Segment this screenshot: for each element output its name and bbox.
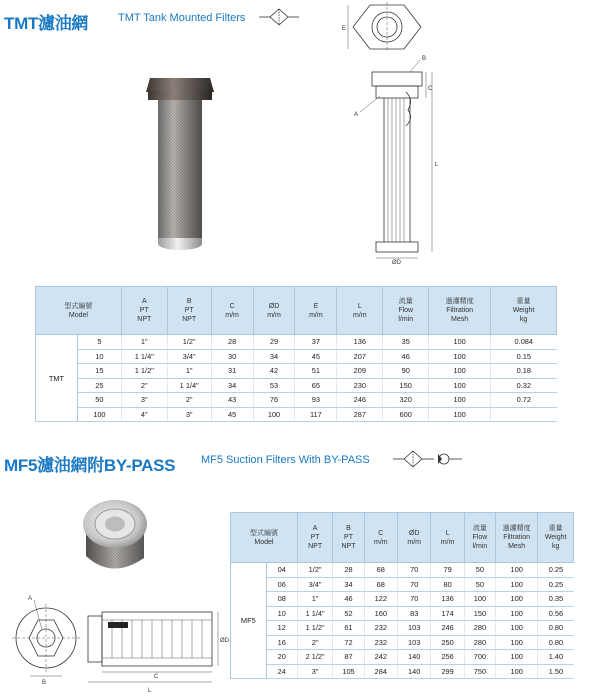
tmt-cell: 1" [167,364,211,379]
mf5-dim-l-label: L [148,688,152,694]
mf5-cell: 250 [431,635,464,650]
mf5-cell: 1 1/4" [297,606,333,621]
tmt-col-e: E m/m [295,287,337,335]
mf5-dim-a-label: A [28,596,33,602]
tmt-cell: 5 [77,335,121,350]
mf5-cell: 3/4" [297,577,333,592]
mf5-cell: 256 [431,650,464,665]
mf5-cell: 0.80 [538,621,574,636]
mf5-table-row [231,664,574,679]
mf5-col-mesh: 過濾精度 Filtration Mesh [495,513,537,563]
tmt-cell: 3/4" [167,349,211,364]
tmt-cell: 100 [77,407,121,422]
mf5-col-b: B PT NPT [333,513,364,563]
mf5-cell: 100 [495,563,537,578]
mf5-cell: 1 1/2" [297,621,333,636]
tmt-table-row [36,393,557,408]
mf5-cell: 72 [333,635,364,650]
tmt-cell: 287 [337,407,383,422]
tmt-cell [491,407,557,422]
tmt-cell: 207 [337,349,383,364]
mf5-cell: 24 [266,664,297,679]
mf5-cell: 1" [297,592,333,607]
mf5-cell: 100 [464,592,495,607]
tmt-dim-l-label: L [435,162,439,168]
mf5-cell: 280 [464,635,495,650]
tmt-cell: 100 [429,335,491,350]
tmt-cell: 0.084 [491,335,557,350]
mf5-cell: 100 [495,577,537,592]
mf5-cell: 61 [333,621,364,636]
tmt-cell: 25 [77,378,121,393]
mf5-cell: 246 [431,621,464,636]
tmt-cell: 246 [337,393,383,408]
mf5-cell: 299 [431,664,464,679]
mf5-cell: 52 [333,606,364,621]
tmt-spec-table [35,286,557,422]
mf5-dim-c-label: C [154,674,159,680]
mf5-dim-d-label: ØD [220,638,229,644]
tmt-dim-e-label: E [342,26,347,32]
tmt-cell: 2" [121,378,167,393]
tmt-col-a: A PT NPT [121,287,167,335]
tmt-cell: 100 [253,407,295,422]
tmt-dim-a-label: A [354,112,359,118]
mf5-cell: 122 [364,592,397,607]
tmt-cell: 90 [383,364,429,379]
mf5-cell: 140 [398,650,431,665]
tmt-cell: 31 [211,364,253,379]
tmt-cell: 0.72 [491,393,557,408]
tmt-cell: 600 [383,407,429,422]
mf5-cell: 100 [495,664,537,679]
mf5-cell: 83 [398,606,431,621]
mf5-cell: 20 [266,650,297,665]
tmt-filter-photo [140,72,220,262]
mf5-table-row [231,577,574,592]
tmt-table-row [36,349,557,364]
mf5-cell: 105 [333,664,364,679]
mf5-cell: 700 [464,650,495,665]
tmt-cell: 1/2" [167,335,211,350]
tmt-cell: 43 [211,393,253,408]
tmt-col-c: C m/m [211,287,253,335]
tmt-cell: 93 [295,393,337,408]
mf5-cell: 06 [266,577,297,592]
tmt-cell: 230 [337,378,383,393]
mf5-cell: 3" [297,664,333,679]
mf5-cell: 1/2" [297,563,333,578]
mf5-table-header [231,513,574,563]
tmt-cell: 37 [295,335,337,350]
mf5-cell: 100 [495,650,537,665]
tmt-col-d: ØD m/m [253,287,295,335]
mf5-cell: 2 1/2" [297,650,333,665]
tmt-cell: 42 [253,364,295,379]
mf5-cell: 16 [266,635,297,650]
tmt-cell: 2" [167,393,211,408]
mf5-table-row [231,621,574,636]
tmt-cell: 100 [429,364,491,379]
tmt-cell: 209 [337,364,383,379]
mf5-cell: 08 [266,592,297,607]
tmt-cell: 100 [429,349,491,364]
tmt-table-row [36,378,557,393]
tmt-cell: 0.18 [491,364,557,379]
tmt-col-flow: 流量 Flow l/min [383,287,429,335]
tmt-cell: 76 [253,393,295,408]
tmt-cell: 100 [429,378,491,393]
mf5-col-flow: 流量 Flow l/min [464,513,495,563]
tmt-cell: 10 [77,349,121,364]
mf5-cell: 136 [431,592,464,607]
mf5-cell: 750 [464,664,495,679]
tmt-cell: 3" [121,393,167,408]
tmt-cell: 1 1/4" [121,349,167,364]
mf5-cell: 68 [364,577,397,592]
mf5-cell: 232 [364,635,397,650]
tmt-dim-d-label: ØD [392,260,401,266]
mf5-cell: 160 [364,606,397,621]
tmt-col-l: L m/m [337,287,383,335]
mf5-col-model: 型式編號 Model [231,513,298,563]
tmt-title-en: TMT Tank Mounted Filters [118,12,246,24]
mf5-cell: 70 [398,577,431,592]
mf5-cell: 50 [464,563,495,578]
mf5-cell: 50 [464,577,495,592]
mf5-cell: 28 [333,563,364,578]
mf5-cell: 04 [266,563,297,578]
tmt-cell: 53 [253,378,295,393]
mf5-cell: 100 [495,621,537,636]
tmt-cell: 30 [211,349,253,364]
mf5-cell: 174 [431,606,464,621]
tmt-dim-c-label: C [428,86,433,92]
mf5-cell: 0.25 [538,577,574,592]
tmt-title-cn: TMT濾油網 [4,14,89,33]
tmt-table-header [36,287,557,335]
mf5-col-weight: 重量 Weight kg [538,513,574,563]
tmt-cell: 34 [211,378,253,393]
tmt-col-b: B PT NPT [167,287,211,335]
mf5-cell: 100 [495,606,537,621]
tmt-cell: 65 [295,378,337,393]
tmt-cell: 3" [167,407,211,422]
mf5-cell: 70 [398,563,431,578]
mf5-technical-drawing [8,590,228,696]
mf5-cell: 103 [398,621,431,636]
tmt-table-row [36,335,557,350]
tmt-cell: 136 [337,335,383,350]
tmt-cell: 45 [211,407,253,422]
mf5-cell: 280 [464,621,495,636]
tmt-cell: 1 1/4" [167,378,211,393]
tmt-cell: 320 [383,393,429,408]
tmt-cell: 50 [77,393,121,408]
mf5-cell: 46 [333,592,364,607]
mf5-spec-table [230,512,574,679]
tmt-cell: 28 [211,335,253,350]
tmt-cell: 15 [77,364,121,379]
mf5-table-row [231,650,574,665]
tmt-cell: 4" [121,407,167,422]
mf5-filter-photo [72,488,154,580]
mf5-cell: 103 [398,635,431,650]
tmt-col-mesh: 過濾精度 Filtration Mesh [429,287,491,335]
tmt-technical-drawing [340,0,470,265]
mf5-cell: 1.50 [538,664,574,679]
tmt-table-row [36,364,557,379]
mf5-cell: 242 [364,650,397,665]
mf5-cell: 100 [495,592,537,607]
tmt-cell: 150 [383,378,429,393]
tmt-cell: 0.15 [491,349,557,364]
mf5-cell: 68 [364,563,397,578]
mf5-dim-b-label: B [42,680,47,686]
tmt-cell: 35 [383,335,429,350]
mf5-col-d: ØD m/m [398,513,431,563]
tmt-dim-b-label: B [422,56,427,62]
mf5-group-label: MF5 [231,563,267,679]
tmt-col-weight: 重量 Weight kg [491,287,557,335]
mf5-cell: 284 [364,664,397,679]
tmt-cell: 51 [295,364,337,379]
tmt-col-model: 型式編號 Model [36,287,122,335]
mf5-cell: 79 [431,563,464,578]
mf5-cell: 2" [297,635,333,650]
tmt-cell: 100 [429,393,491,408]
mf5-cell: 232 [364,621,397,636]
tmt-cell: 100 [429,407,491,422]
mf5-cell: 34 [333,577,364,592]
tmt-cell: 45 [295,349,337,364]
tmt-cell: 34 [253,349,295,364]
mf5-cell: 100 [495,635,537,650]
mf5-col-l: L m/m [431,513,464,563]
mf5-cell: 70 [398,592,431,607]
mf5-cell: 0.80 [538,635,574,650]
mf5-col-c: C m/m [364,513,397,563]
mf5-table-row [231,606,574,621]
mf5-cell: 0.25 [538,563,574,578]
mf5-table-row [231,635,574,650]
mf5-cell: 150 [464,606,495,621]
bypass-filter-symbol-icon [392,450,467,468]
mf5-cell: 12 [266,621,297,636]
tmt-cell: 29 [253,335,295,350]
mf5-cell: 10 [266,606,297,621]
mf5-table-row [231,563,574,578]
mf5-title-en: MF5 Suction Filters With BY-PASS [201,454,370,466]
mf5-cell: 1.40 [538,650,574,665]
mf5-cell: 0.35 [538,592,574,607]
tmt-cell: 117 [295,407,337,422]
mf5-cell: 80 [431,577,464,592]
mf5-table-row [231,592,574,607]
tmt-table-row [36,407,557,422]
tmt-cell: 1" [121,335,167,350]
mf5-cell: 87 [333,650,364,665]
tmt-group-label: TMT [36,335,78,422]
filter-symbol-icon [258,8,300,26]
mf5-cell: 0.56 [538,606,574,621]
tmt-cell: 1 1/2" [121,364,167,379]
tmt-cell: 46 [383,349,429,364]
mf5-title-cn: MF5濾油網附BY-PASS [4,456,176,475]
tmt-cell: 0.32 [491,378,557,393]
mf5-col-a: A PT NPT [297,513,333,563]
mf5-cell: 140 [398,664,431,679]
